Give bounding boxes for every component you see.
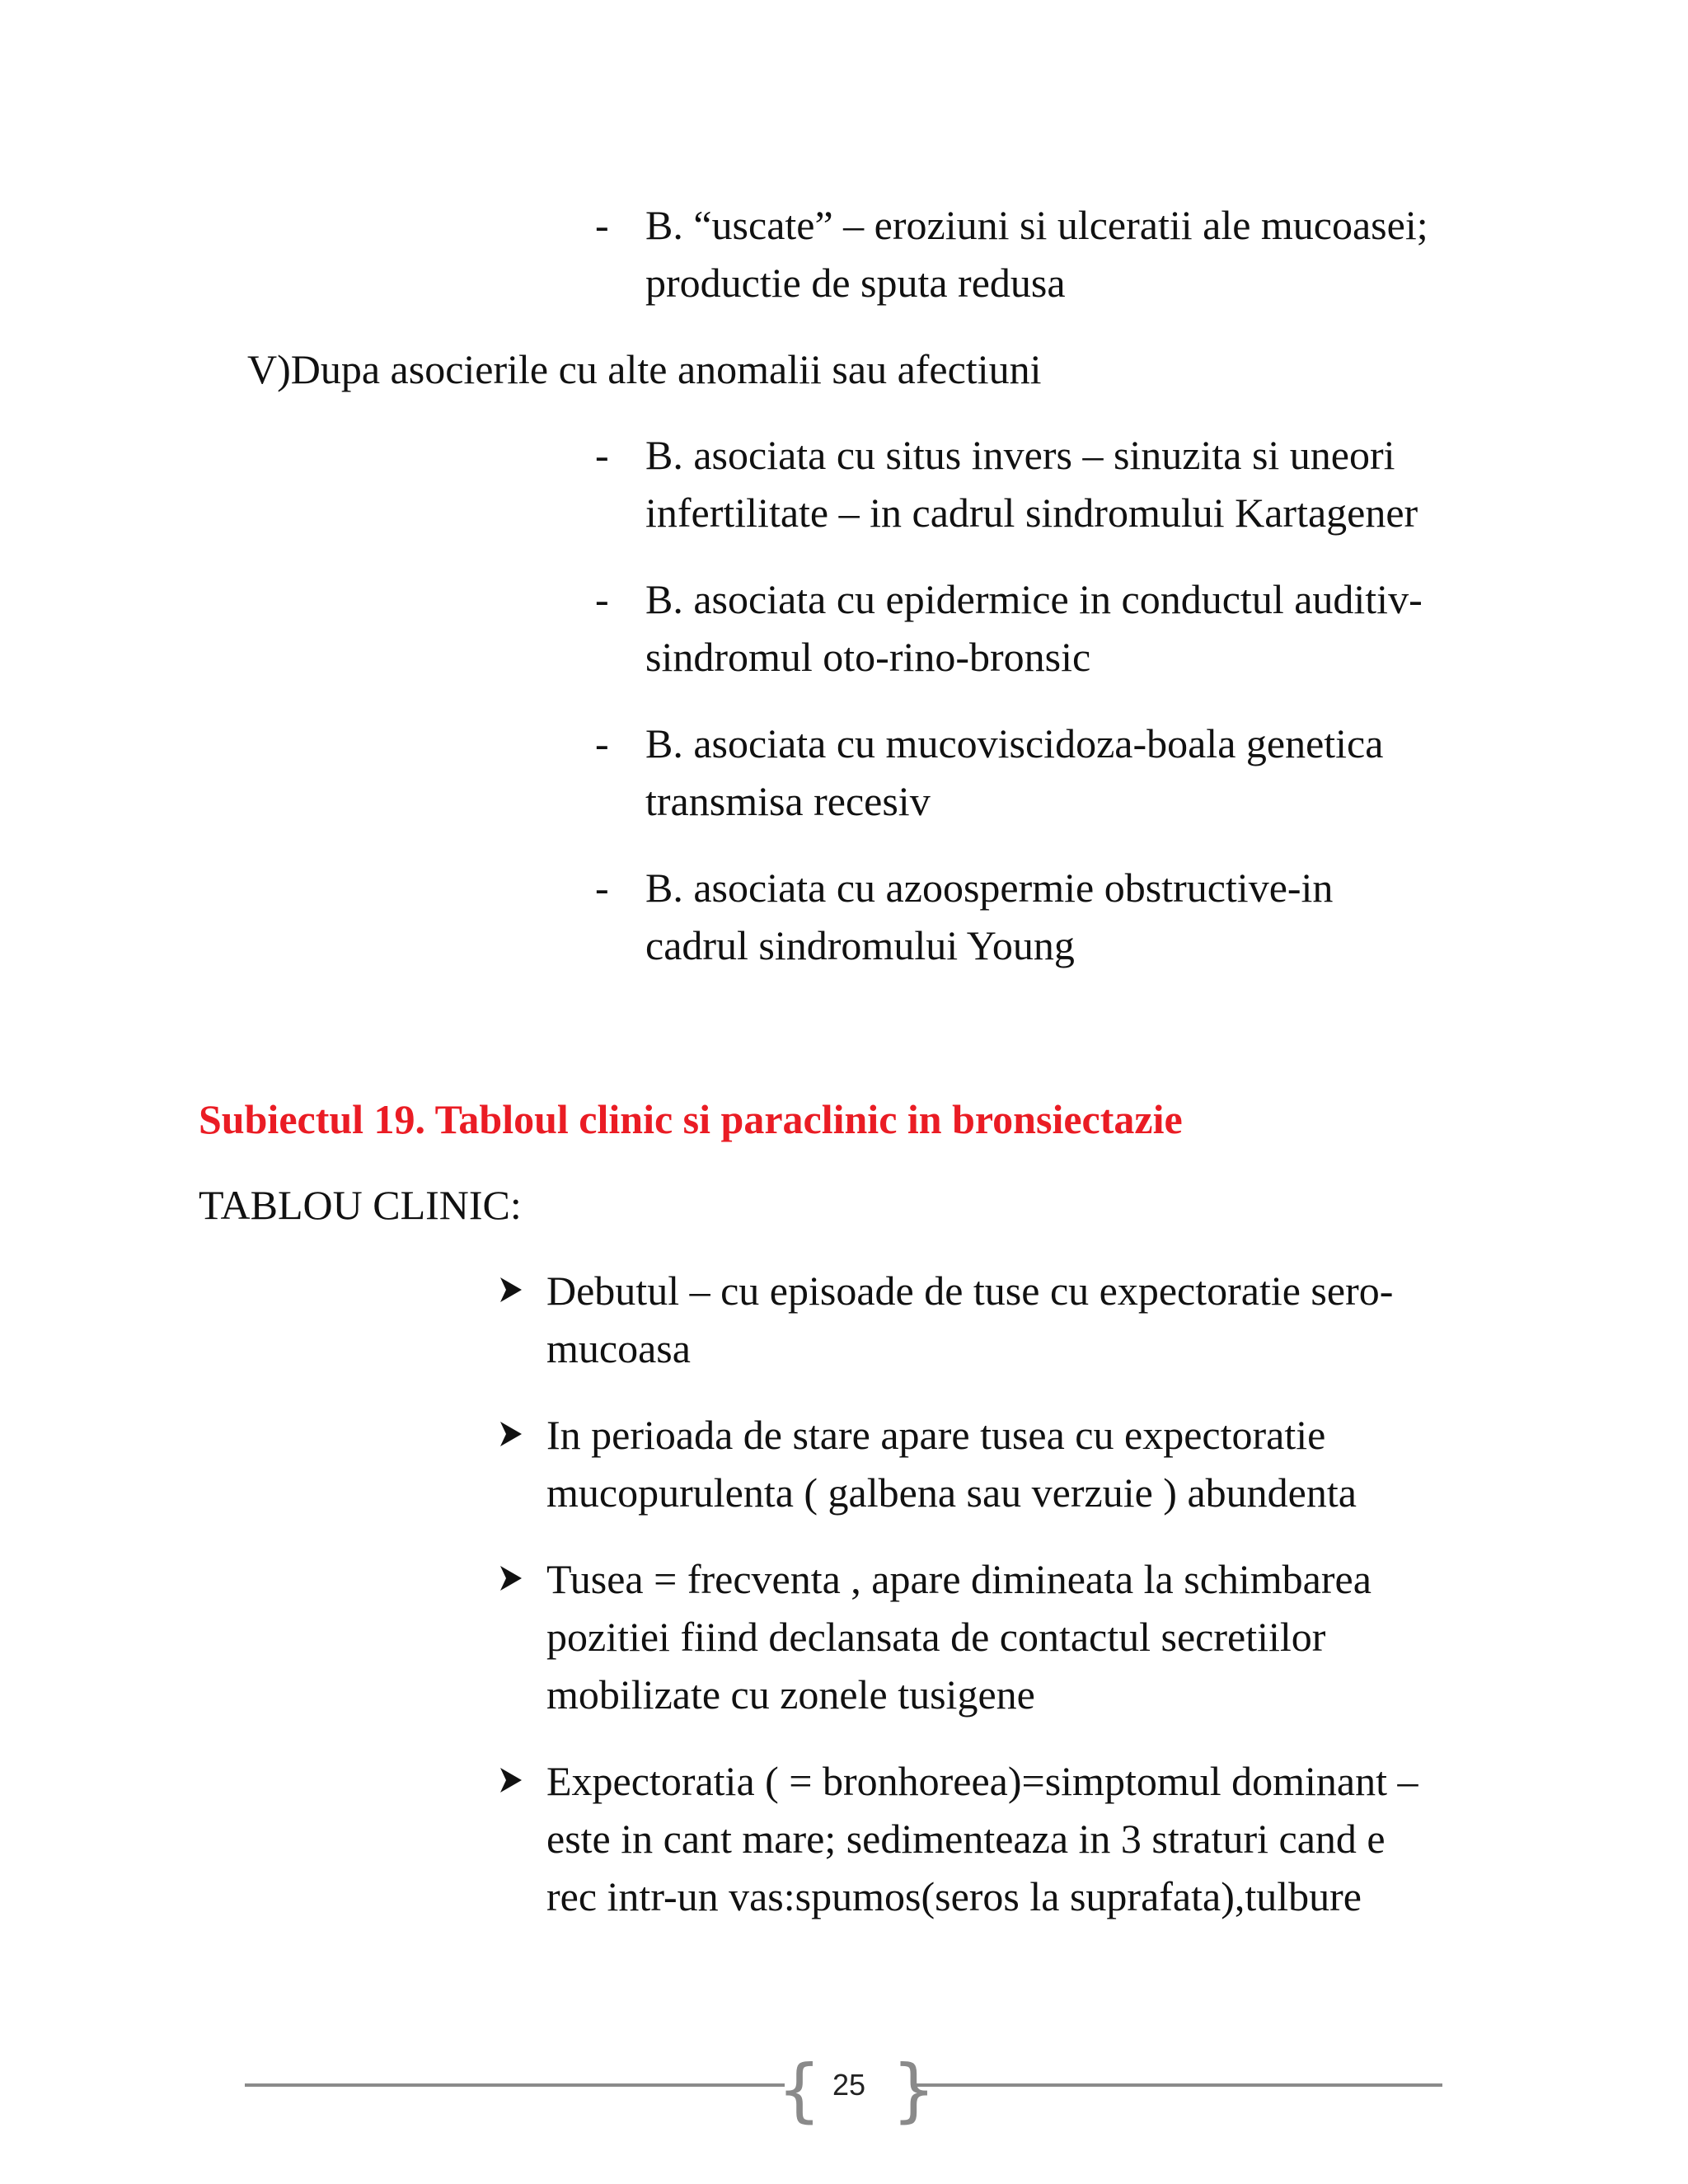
- footer-rule-right: [911, 2083, 1442, 2087]
- list-item-line: B. asociata cu azoospermie obstructive-in: [645, 865, 1334, 911]
- bullet-line: mobilizate cu zonele tusigene: [546, 1671, 1035, 1718]
- page-number: 25: [832, 2068, 866, 2102]
- list-item-line: productie de sputa redusa: [645, 260, 1066, 306]
- bullet-line: Tusea = frecventa , apare dimineata la schimbarea: [546, 1556, 1372, 1602]
- list-item-line: B. asociata cu epidermice in conductul auditiv-: [645, 576, 1423, 622]
- subject-heading: Subiectul 19. Tabloul clinic si paraclinic in bronsiectazie: [199, 1096, 1183, 1142]
- footer-right-brace-icon: }: [892, 2050, 936, 2130]
- bullet-line: mucoasa: [546, 1325, 691, 1371]
- bullet-line: rec intr-un vas:spumos(seros la suprafata),tulbure: [546, 1873, 1362, 1919]
- list-item-line: B. “uscate” – eroziuni si ulceratii ale mucoasei;: [645, 202, 1428, 248]
- arrow-bullet-icon: [499, 1276, 523, 1304]
- bullet-line: In perioada de stare apare tusea cu expectoratie: [546, 1412, 1326, 1458]
- list-item-line: B. asociata cu mucoviscidoza-boala genetica: [645, 720, 1384, 766]
- section-title: V)Dupa asocierile cu alte anomalii sau afectiuni: [247, 346, 1042, 392]
- list-dash: -: [595, 432, 609, 478]
- bullet-line: pozitiei fiind declansata de contactul secretiilor: [546, 1614, 1326, 1660]
- bullet-line: este in cant mare; sedimenteaza in 3 straturi cand e: [546, 1816, 1386, 1862]
- bullet-line: mucopurulenta ( galbena sau verzuie ) abundenta: [546, 1469, 1357, 1516]
- arrow-bullet-icon: [499, 1564, 523, 1592]
- list-dash: -: [595, 720, 609, 766]
- subheading: TABLOU CLINIC:: [199, 1182, 522, 1228]
- list-item-line: cadrul sindromului Young: [645, 922, 1075, 968]
- footer-left-brace-icon: {: [777, 2050, 822, 2130]
- list-item-line: B. asociata cu situs invers – sinuzita si uneori: [645, 432, 1395, 478]
- bullet-line: Expectoratia ( = bronhoreea)=simptomul dominant –: [546, 1758, 1418, 1804]
- arrow-bullet-icon: [499, 1766, 523, 1794]
- list-item-line: transmisa recesiv: [645, 778, 931, 824]
- footer-rule-left: [245, 2083, 785, 2087]
- list-dash: -: [595, 865, 609, 911]
- arrow-bullet-icon: [499, 1420, 523, 1448]
- list-item-line: sindromul oto-rino-bronsic: [645, 634, 1091, 680]
- list-dash: -: [595, 576, 609, 622]
- bullet-line: Debutul – cu episoade de tuse cu expectoratie sero-: [546, 1268, 1394, 1314]
- list-dash: -: [595, 202, 609, 248]
- list-item-line: infertilitate – in cadrul sindromului Kartagener: [645, 490, 1418, 536]
